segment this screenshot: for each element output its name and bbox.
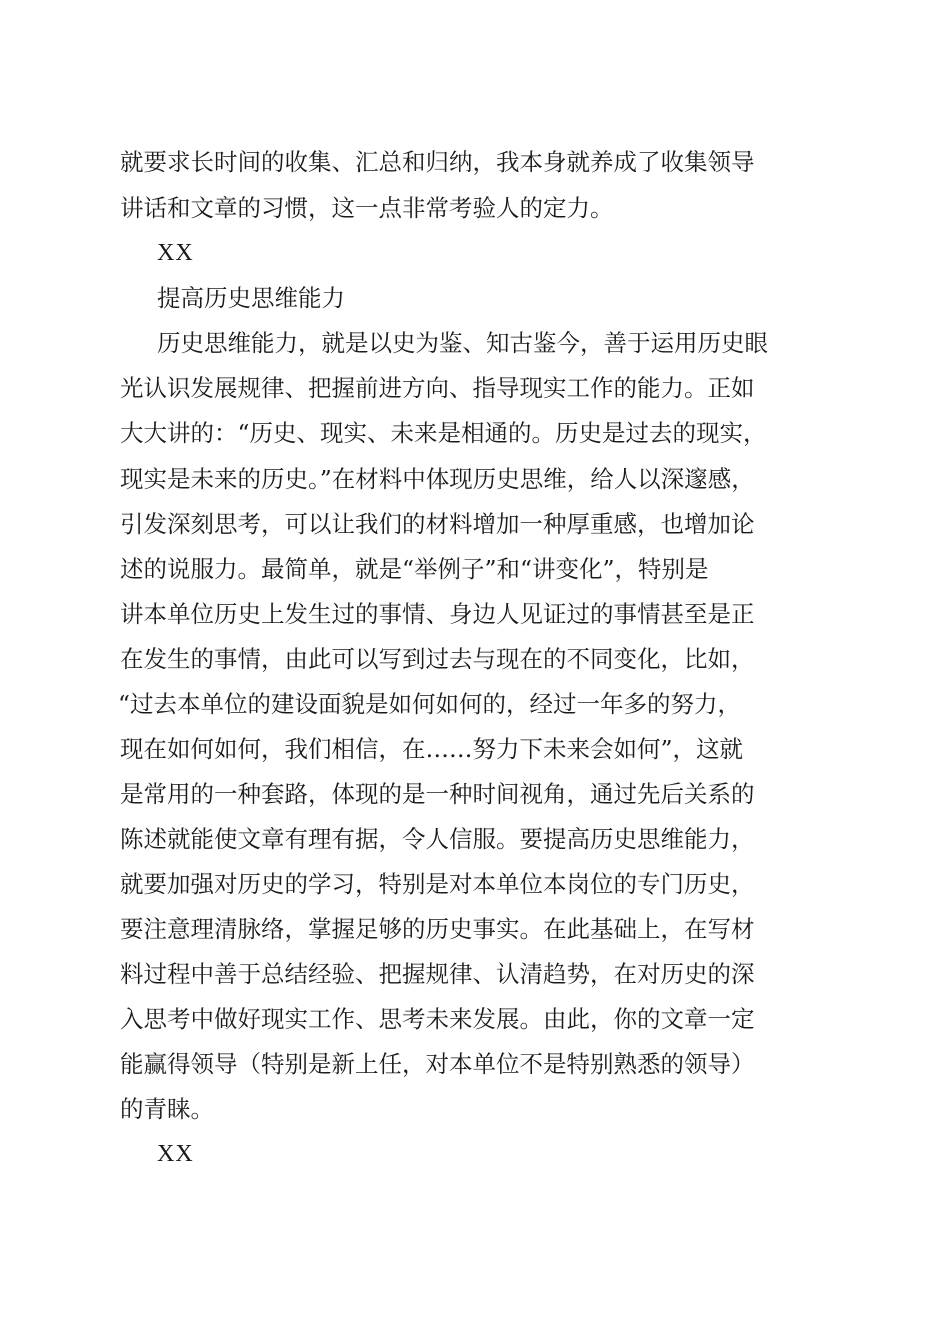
- section-marker: XX: [157, 240, 194, 266]
- paragraph-line: 的青睐。: [120, 1095, 214, 1123]
- paragraph-line: 历史思维能力，就是以史为鉴、知古鉴今，善于运用历史眼: [157, 329, 768, 357]
- paragraph-line: 讲话和文章的习惯，这一点非常考验人的定力。: [120, 194, 614, 222]
- paragraph-line: 现实是未来的历史。”在材料中体现历史思维，给人以深邃感，: [120, 465, 755, 493]
- paragraph-line: 引发深刻思考，可以让我们的材料增加一种厚重感，也增加论: [120, 510, 755, 538]
- paragraph-line: 述的说服力。最简单，就是“举例子”和“讲变化”，特别是: [120, 555, 709, 583]
- paragraph-line: 光认识发展规律、把握前进方向、指导现实工作的能力。正如: [120, 374, 755, 402]
- paragraph-line: 讲本单位历史上发生过的事情、身边人见证过的事情甚至是正: [120, 600, 755, 628]
- paragraph-line: 要注意理清脉络，掌握足够的历史事实。在此基础上，在写材: [120, 915, 755, 943]
- paragraph-line: 在发生的事情，由此可以写到过去与现在的不同变化，比如，: [120, 645, 755, 673]
- section-heading: 提高历史思维能力: [157, 284, 345, 312]
- paragraph-line: 陈述就能使文章有理有据，令人信服。要提高历史思维能力，: [120, 825, 755, 853]
- paragraph-line: 料过程中善于总结经验、把握规律、认清趋势，在对历史的深: [120, 960, 755, 988]
- paragraph-line: 大大讲的：“历史、现实、未来是相通的。历史是过去的现实，: [120, 419, 767, 447]
- section-marker: XX: [157, 1141, 194, 1167]
- paragraph-line: 是常用的一种套路，体现的是一种时间视角，通过先后关系的: [120, 780, 755, 808]
- paragraph-line: 就要加强对历史的学习，特别是对本单位本岗位的专门历史，: [120, 870, 755, 898]
- paragraph-line: 入思考中做好现实工作、思考未来发展。由此，你的文章一定: [120, 1005, 755, 1033]
- paragraph-line: 就要求长时间的收集、汇总和归纳，我本身就养成了收集领导: [120, 148, 755, 176]
- paragraph-line: “过去本单位的建设面貌是如何如何的，经过一年多的努力，: [118, 690, 742, 718]
- paragraph-line: 现在如何如何，我们相信，在……努力下未来会如何”，这就: [120, 735, 744, 763]
- paragraph-line: 能赢得领导（特别是新上任，对本单位不是特别熟悉的领导）: [120, 1050, 755, 1078]
